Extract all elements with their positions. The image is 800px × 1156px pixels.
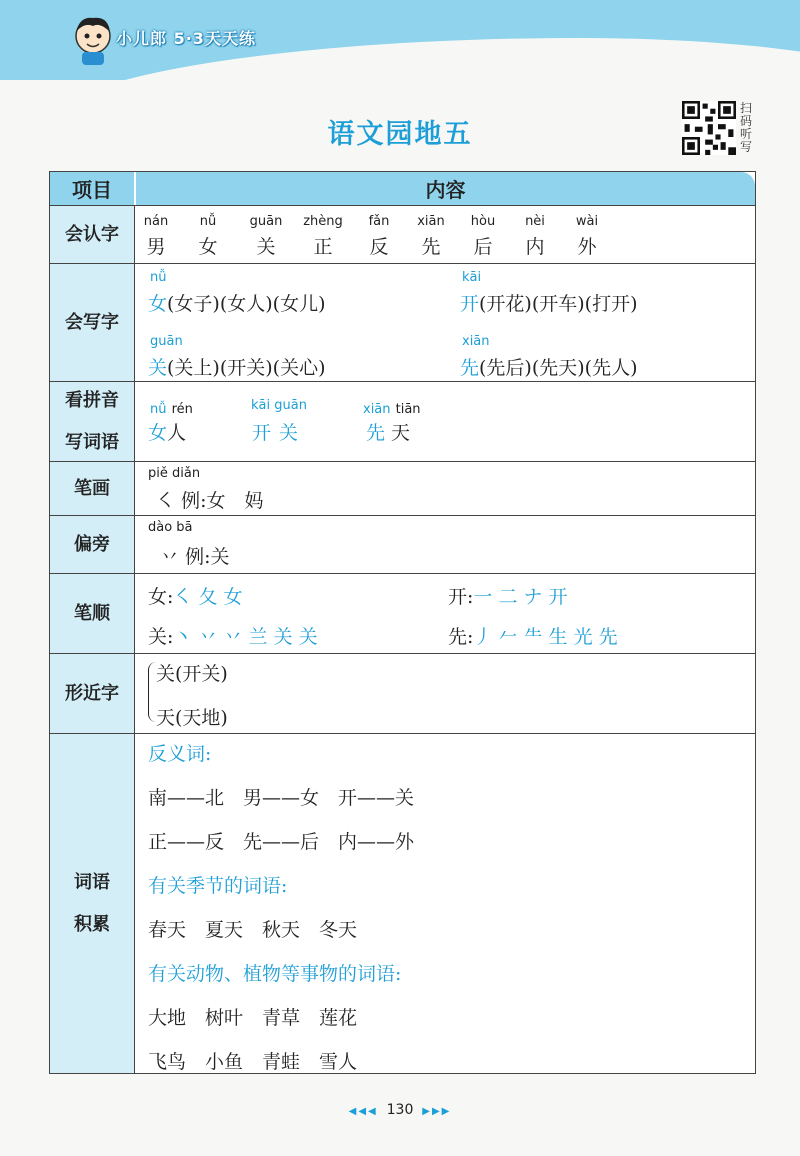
row-pinyin-words	[50, 381, 755, 462]
pinyin: nǚ	[150, 270, 167, 285]
mascot-logo-icon	[70, 14, 116, 66]
arrow-left-icon: ◀◀◀	[348, 1106, 378, 1117]
brand-title: 小儿郎 5·3天天练	[116, 29, 256, 48]
stroke-example: ㇛ 例:女 妈	[156, 490, 264, 512]
write-item: 开(开花)(开车)(打开)	[460, 293, 638, 315]
write-item: 关(关上)(开关)(关心)	[148, 357, 326, 379]
stroke-content	[136, 462, 755, 516]
pinyin: kāi	[462, 270, 482, 285]
row-stroke-order	[50, 573, 755, 654]
stroke-order-xian: 先:丿 𠂉 ⺧ 生 光 先	[448, 626, 618, 648]
radical-content	[136, 516, 755, 574]
pinyin: guān	[150, 334, 183, 349]
stroke-order-kai: 开:一 二 ナ 开	[448, 586, 568, 608]
stroke-order-content	[136, 574, 755, 654]
antonym-line: 正——反 先——后 内——外	[148, 831, 415, 853]
category-label: 笔画	[50, 462, 135, 516]
ruby-char: zhèng 正	[303, 214, 343, 258]
similar-word: 关(开关)	[156, 663, 228, 685]
section-title: 反义词:	[148, 743, 212, 765]
pinyin: piě diǎn	[148, 466, 201, 481]
pinyin-word: kāi guān	[251, 398, 307, 413]
ruby-char: wài 外	[575, 214, 599, 258]
qr-label: 扫码听写	[740, 101, 753, 154]
category-label: 偏旁	[50, 516, 135, 574]
row-write	[50, 263, 755, 382]
ruby-char: fǎn 反	[368, 214, 390, 258]
antonym-line: 南——北 男——女 开——关	[148, 787, 415, 809]
stroke-order-guan: 关:丶 丷 丷 兰 关 关	[148, 626, 318, 648]
row-similar	[50, 653, 755, 734]
header-item: 项目	[50, 172, 134, 205]
category-label: 会认字	[50, 206, 135, 264]
nature-words: 大地 树叶 青草 莲花	[148, 1007, 358, 1029]
section-title: 有关季节的词语:	[148, 875, 288, 897]
radical-example: 丷 例:关	[160, 546, 230, 568]
ruby-char: nèi 内	[525, 214, 545, 258]
ruby-char: guān 关	[249, 214, 283, 258]
summary-table	[49, 171, 756, 1074]
page-title: 语文园地五	[327, 119, 473, 150]
pinyin-words-content	[136, 382, 755, 462]
category-label: 看拼音 写词语	[50, 382, 135, 462]
row-stroke	[50, 461, 755, 516]
header-content: 内容	[136, 172, 755, 205]
pinyin: xiān	[462, 334, 490, 349]
write-item: 女(女子)(女人)(女儿)	[148, 293, 326, 315]
write-content	[136, 264, 755, 382]
season-words: 春天 夏天 秋天 冬天	[148, 919, 358, 941]
ruby-char: nǚ 女	[198, 214, 218, 258]
pinyin-word: xiān tiān	[363, 402, 421, 417]
word: 先天	[366, 422, 417, 444]
ruby-char: hòu 后	[470, 214, 496, 258]
word: 女人	[148, 422, 187, 444]
vocabulary-content	[136, 734, 755, 1073]
recognize-content	[136, 206, 755, 264]
category-label: 会写字	[50, 264, 135, 382]
section-title: 有关动物、植物等事物的词语:	[148, 963, 402, 985]
ruby-char: xiān 先	[417, 214, 445, 258]
row-radical	[50, 515, 755, 574]
stroke-order-nv: 女:㇛ 夂 女	[148, 586, 243, 608]
row-recognize	[50, 205, 755, 264]
arrow-right-icon: ▶▶▶	[422, 1106, 452, 1117]
pinyin-word: nǚ rén	[150, 402, 193, 417]
similar-word: 天(天地)	[156, 707, 228, 729]
category-label: 词语 积累	[50, 734, 135, 1073]
write-item: 先(先后)(先天)(先人)	[460, 357, 638, 379]
page-number: ◀◀◀ 130 ▶▶▶	[348, 1102, 452, 1118]
category-label: 笔顺	[50, 574, 135, 654]
similar-content	[136, 654, 755, 734]
qr-code-icon[interactable]	[682, 101, 736, 155]
row-vocabulary	[50, 733, 755, 1073]
nature-words: 飞鸟 小鱼 青蛙 雪人	[148, 1051, 358, 1073]
word: 开关	[252, 422, 307, 444]
pinyin: dào bā	[148, 520, 193, 535]
ruby-char: nán 男	[143, 214, 169, 258]
category-label: 形近字	[50, 654, 135, 734]
